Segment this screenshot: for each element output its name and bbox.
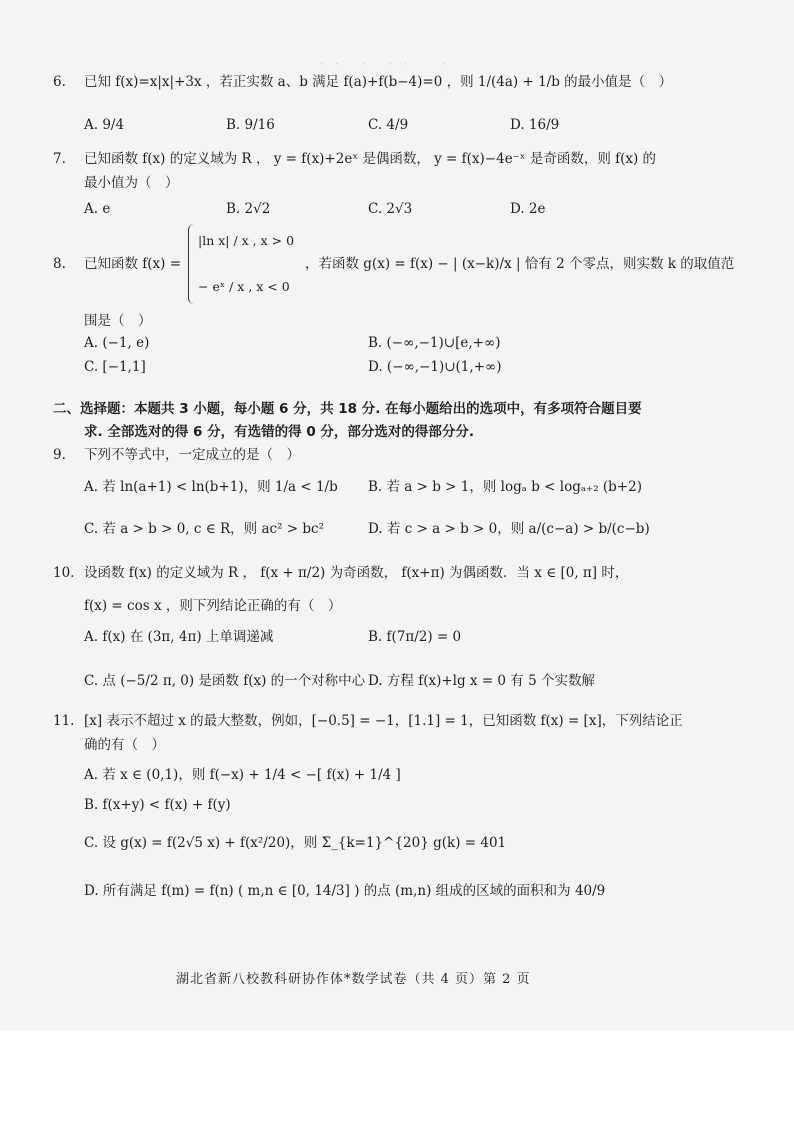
question-9-option-a: A. 若 ln(a+1) < ln(b+1)，则 1/a < 1/b — [84, 479, 338, 495]
question-8-stem-line2: 围是（ ） — [84, 313, 152, 329]
question-10-option-a: A. f(x) 在 (3π, 4π) 上单调递减 — [84, 629, 274, 645]
question-9-option-b: B. 若 a > b > 1，则 logₐ b < logₐ₊₂ (b+2) — [368, 479, 642, 495]
bleed-through-text: · · · · · · — [320, 57, 446, 71]
question-8-option-a: A. (−1, e) — [84, 335, 150, 351]
question-10-option-d: D. 方程 f(x)+lg x = 0 有 5 个实数解 — [368, 673, 595, 689]
question-6-number: 6. — [53, 74, 66, 90]
question-7-option-a: A. e — [84, 201, 111, 217]
question-6-option-d: D. 16/9 — [510, 117, 560, 133]
section-2-heading-line2: 求. 全部选对的得 6 分，有选错的得 0 分，部分选对的得部分分. — [84, 424, 475, 440]
question-10-stem: 设函数 f(x) 的定义域为 R ， f(x + π/2) 为奇函数， f(x+π) 为偶函数．当 x ∈ [0, π] 时， — [84, 565, 629, 581]
question-10-option-b: B. f(7π/2) = 0 — [368, 629, 462, 645]
question-8-option-c: C. [−1,1] — [84, 359, 146, 375]
question-8-option-d: D. (−∞,−1)∪(1,+∞) — [368, 359, 502, 375]
piecewise-brace — [188, 224, 195, 304]
page-footer: 湖北省新八校教科研协作体*数学试卷（共 4 页）第 2 页 — [176, 972, 531, 987]
question-8-option-b: B. (−∞,−1)∪[e,+∞) — [368, 335, 501, 351]
question-10-option-c: C. 点 (−5/2 π, 0) 是函数 f(x) 的一个对称中心 — [84, 673, 366, 689]
question-7-option-c: C. 2√3 — [368, 201, 413, 217]
question-8-case-2: − eˣ / x , x < 0 — [198, 279, 290, 294]
question-11-number: 11. — [53, 713, 75, 729]
question-7-option-d: D. 2e — [510, 201, 546, 217]
question-7-option-b: B. 2√2 — [226, 201, 271, 217]
question-11-option-d: D. 所有满足 f(m) = f(n) ( m,n ∈ [0, 14/3] ) 的点 (m,n) 组成的区域的面积和为 40/9 — [84, 883, 606, 899]
question-10-number: 10. — [53, 565, 75, 581]
question-9-number: 9. — [53, 447, 66, 463]
question-9-stem: 下列不等式中，一定成立的是（ ） — [84, 447, 300, 463]
question-7-stem: 已知函数 f(x) 的定义域为 R ， y = f(x)+2eˣ 是偶函数， y = f(x)−4e⁻ˣ 是奇函数，则 f(x) 的 — [84, 151, 657, 167]
question-8-stem-start: 已知函数 f(x) = — [84, 256, 182, 272]
question-11-option-a: A. 若 x ∈ (0,1)，则 f(−x) + 1/4 < −[ f(x) + 1/4 ] — [84, 767, 401, 783]
question-9-option-d: D. 若 c > a > b > 0，则 a/(c−a) > b/(c−b) — [368, 521, 650, 537]
question-6-stem: 已知 f(x)=x|x|+3x ，若正实数 a、b 满足 f(a)+f(b−4)=0 ，则 1/(4a) + 1/b 的最小值是（ ） — [84, 74, 673, 90]
question-11-option-b: B. f(x+y) < f(x) + f(y) — [84, 797, 231, 813]
question-7-number: 7. — [53, 151, 66, 167]
question-11-stem: [x] 表示不超过 x 的最大整数，例如，[−0.5] = −1，[1.1] = 1，已知函数 f(x) = [x]，下列结论正 — [84, 713, 683, 729]
question-6-option-a: A. 9/4 — [84, 117, 125, 133]
question-11-stem-line2: 确的有（ ） — [84, 737, 165, 753]
question-9-option-c: C. 若 a > b > 0, c ∈ R，则 ac² > bc² — [84, 521, 324, 537]
section-2-heading: 二、选择题：本题共 3 小题，每小题 6 分，共 18 分. 在每小题给出的选项中，有多项符合题目要 — [53, 401, 642, 417]
question-10-stem-line2: f(x) = cos x ，则下列结论正确的有（ ） — [84, 598, 342, 614]
question-8-number: 8. — [53, 256, 66, 272]
question-8-case-1: |ln x| / x , x > 0 — [198, 233, 295, 248]
question-6-option-b: B. 9/16 — [226, 117, 275, 133]
question-7-stem-line2: 最小值为（ ） — [84, 175, 179, 191]
question-6-option-c: C. 4/9 — [368, 117, 409, 133]
question-11-option-c: C. 设 g(x) = f(2√5 x) + f(x²/20)，则 Σ_{k=1}^{20} g(k) = 401 — [84, 835, 507, 851]
question-8-stem-end: ，若函数 g(x) = f(x) − | (x−k)/x | 恰有 2 个零点，则实数 k 的取值范 — [305, 256, 735, 272]
